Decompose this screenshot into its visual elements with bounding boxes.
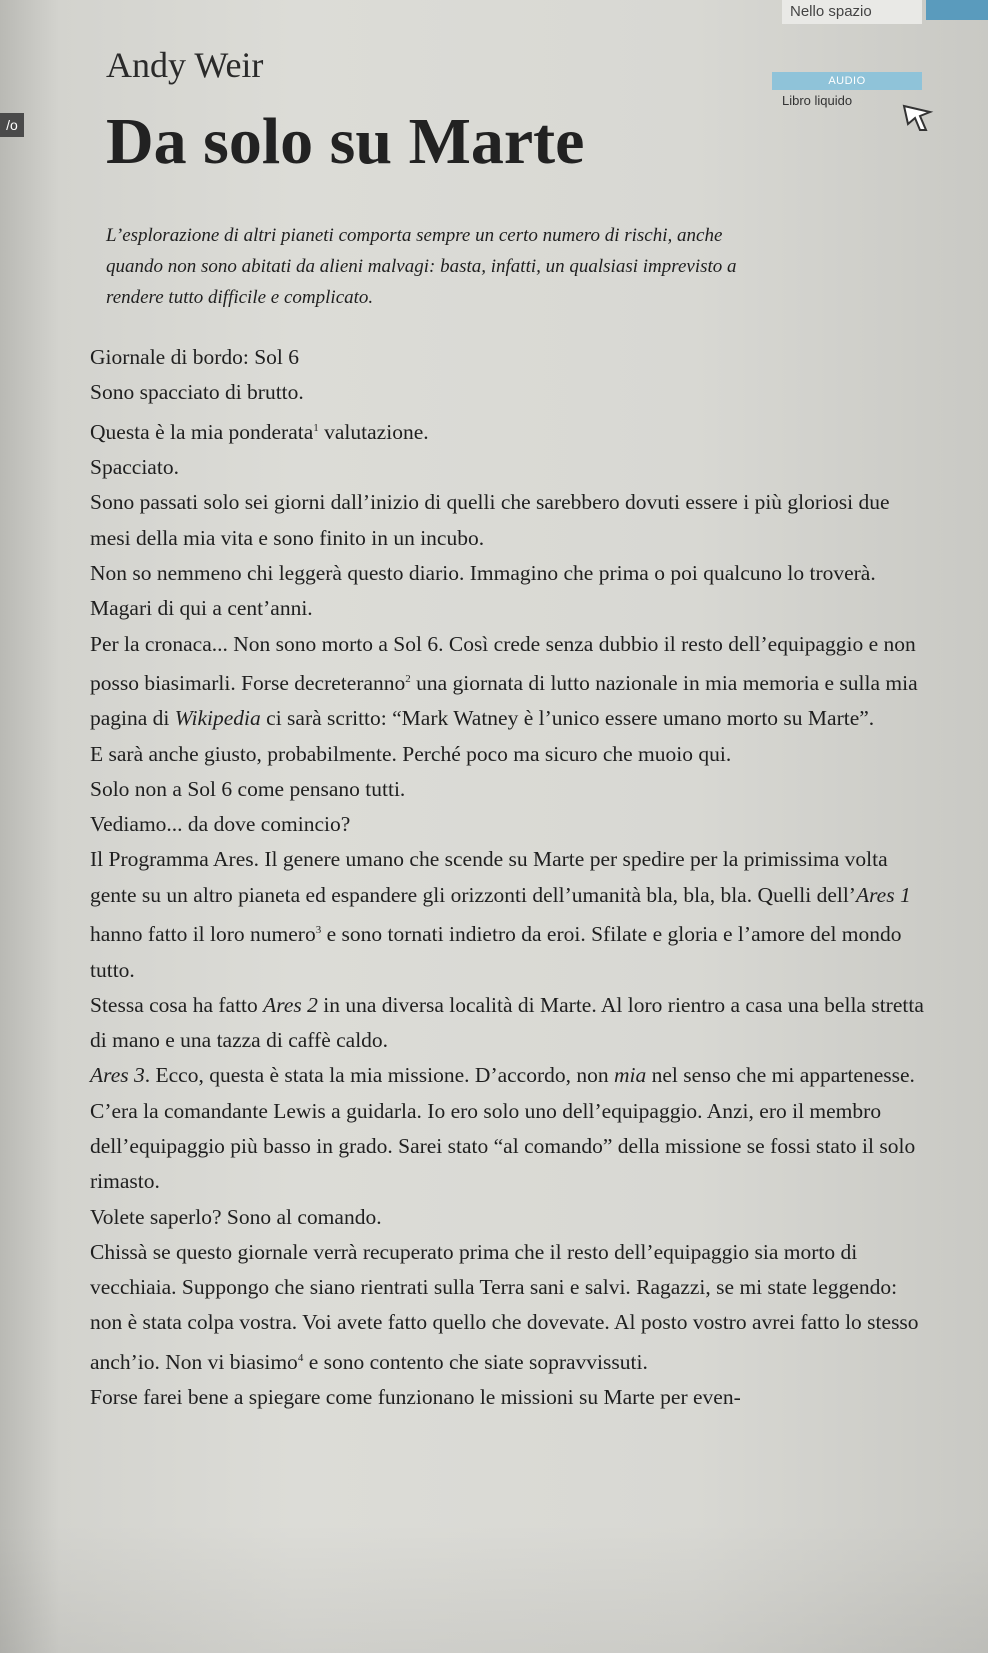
audio-badge[interactable]: AUDIO (772, 72, 922, 90)
paragraph: Per la cronaca... Non sono morto a Sol 6. Così crede senza dubbio il resto dell’equipaggio e non posso biasimarli. Forse decreteranno$^2$ una giornata di lutto nazionale in mia memoria e sulla mia pagina di Wikipedia ci sarà scritto: “Mark Watney è l’unico essere umano morto su Marte”. (90, 631, 918, 731)
paragraph: Stessa cosa ha fatto Ares 2 in una diversa località di Marte. Al loro rientro a casa una bella stretta di mano e una tazza di caffè caldo. (90, 992, 924, 1053)
paragraph: Solo non a Sol 6 come pensano tutti. (90, 776, 406, 801)
paragraph: Spacciato. (90, 455, 179, 480)
log-heading: Giornale di bordo: Sol 6 (90, 345, 300, 369)
paragraph: Chissà se questo giornale verrà recuperato prima che il resto dell’equipaggio sia morto di vecchiaia. Suppongo che siano rientrati sulla Terra sani e salvi. Ragazzi, se mi state leggendo: non è stata colpa vostra. Voi avete fatto quello che dovevate. Al posto vostro avrei fatto lo stesso anch’io. Non vi biasimo$^4$ e sono contento che siate sopravvissuti. (90, 1239, 919, 1374)
main-text (90, 340, 930, 1416)
footnote-ref: 2 (405, 672, 411, 685)
section-label: Nello spazio (782, 0, 922, 24)
paragraph: Sono spacciato di brutto. (90, 380, 304, 405)
page-shadow (0, 1523, 988, 1653)
paragraph: Forse farei bene a spiegare come funzionano le missioni su Marte per even- (90, 1385, 741, 1410)
paragraph: Vediamo... da dove comincio? (90, 812, 351, 837)
paragraph: Il Programma Ares. Il genere umano che scende su Marte per spedire per la primissima volta gente su un altro pianeta ed espandere gli orizzonti dell’umanità bla, bla, bla. Quelli dell’Ares 1 hanno fatto il loro numero$^3$ e sono tornati indietro da eroi. Sfilate e gloria e l’amore del mondo tutto. (90, 847, 911, 982)
edge-label: /o (0, 113, 24, 137)
paragraph: Ares 3. Ecco, questa è stata la mia missione. D’accordo, non mia nel senso che mi appartenesse. C’era la comandante Lewis a guidarla. Io ero solo uno dell’equipaggio. Anzi, ero il membro dell’equipaggio più basso in grado. Sarei stato “al comando” della missione se fossi stato il solo rimasto. (90, 1063, 916, 1194)
audio-subtitle: Libro liquido (782, 93, 853, 108)
paragraph: Questa è la mia ponderata$^1$ valutazione. (90, 419, 429, 444)
paragraph: Non so nemmeno chi leggerà questo diario. Immagino che prima o poi qualcuno lo troverà. Magari di qui a cent’anni. (90, 560, 876, 621)
paragraph: Volete saperlo? Sono al comando. (90, 1204, 382, 1229)
author-name: Andy Weir (106, 45, 264, 85)
page-title: Da solo su Marte (106, 105, 585, 178)
paragraph: Sono passati solo sei giorni dall’inizio di quelli che sarebbero dovuti essere i più gloriosi due mesi della mia vita e sono finito in un incubo. (90, 490, 890, 550)
paragraph: E sarà anche giusto, probabilmente. Perché poco ma sicuro che muoio qui. (90, 741, 732, 766)
footnote-ref: 3 (315, 924, 322, 937)
cursor-arrow-icon (900, 100, 934, 134)
corner-color-bar (926, 0, 988, 20)
footnote-ref: 4 (297, 1351, 304, 1364)
footnote-ref: 1 (313, 421, 319, 434)
intro-paragraph: L’esplorazione di altri pianeti comporta sempre un certo numero di rischi, anche quando non sono abitati da alieni malvagi: basta, infatti, un qualsiasi imprevisto a rendere tutto difficile e complicato. (106, 225, 737, 308)
